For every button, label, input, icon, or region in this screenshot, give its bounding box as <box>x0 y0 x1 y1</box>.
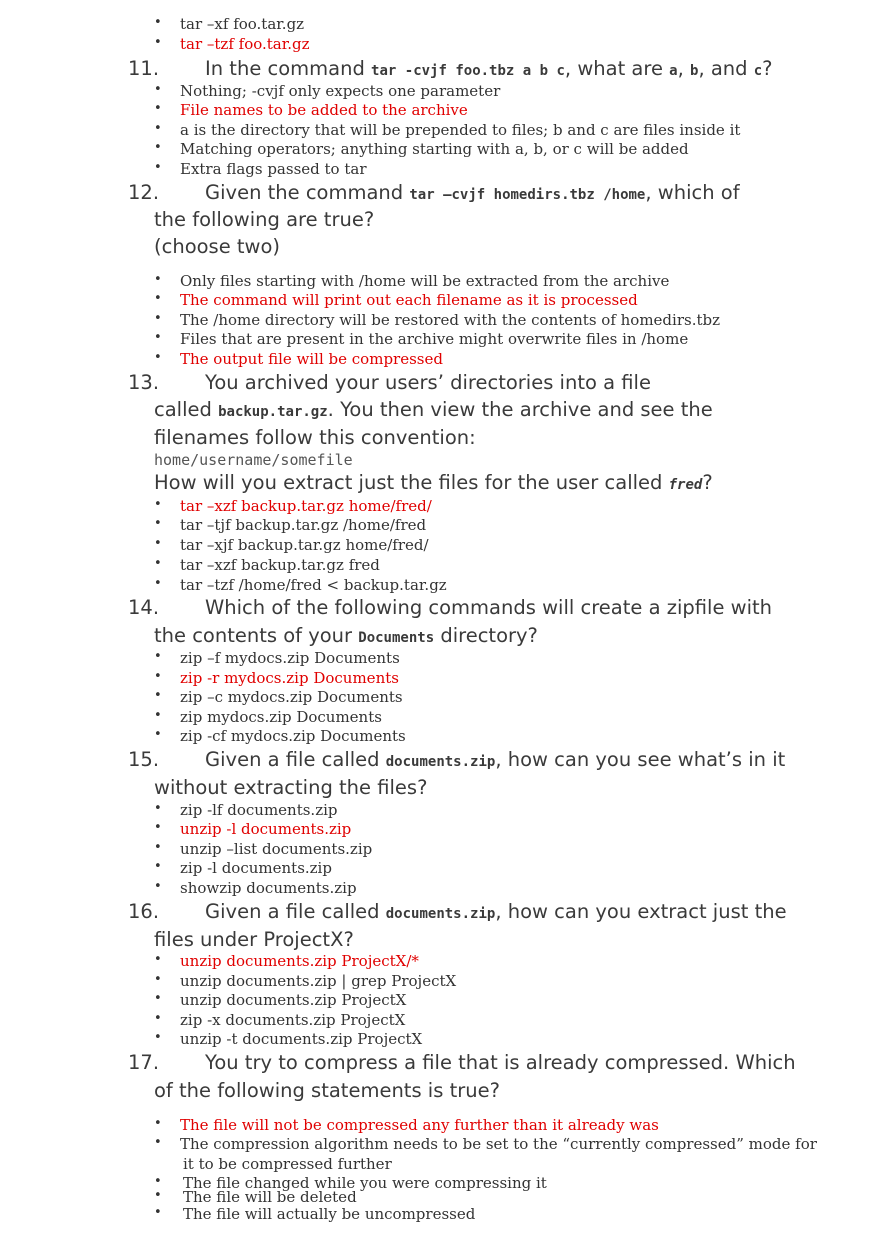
quiz-page: tar –xf foo.tar.gz tar –tzf foo.tar.gz 11. In the command tar -cvjf foo.tbz a b c, what are a, b, and c? Nothing; -cvjf only expects one parameter File names to be added to the archive a is the directory that will be prepended to files; b and c are files inside it Matching operators; anything starting with a, b, or c will be added Extra flags passed to tar 12. Given the command tar –cvjf homedirs.tbz /home, which of the following are true? (choose two) Only files starting with /home will be extracted from the archive The command will print out each filename as it is processed The /home directory will be restored with the contents of homedirs.tbz Files that are present in the archive might overwrite files in /home The output file will be compressed 13. You archived your users’ directories into a file called backup.tar.gz. You then view the archive and see the filenames follow this convention: How will you extract just the files for the user called fred? home/username/somefile tar –xzf backup.tar.gz home/fred/ tar –tjf backup.tar.gz /home/fred tar –xjf backup.tar.gz home/fred/ tar –xzf backup.tar.gz fred tar –tzf /home/fred < backup.tar.gz 14. Which of the following commands will create a zipfile with the contents of your Documents directory? zip –f mydocs.zip Documents zip -r mydocs.zip Documents zip –c mydocs.zip Documents zip mydocs.zip Documents zip -cf mydocs.zip Documents 15. Given a file called documents.zip, how can you see what’s in it without extracting the files? zip -lf documents.zip unzip -l documents.zip unzip –list documents.zip zip -l documents.zip showzip documents.zip 16. Given a file called documents.zip, how can you extract just the files under ProjectX? unzip documents.zip ProjectX/* unzip documents.zip | grep ProjectX unzip documents.zip ProjectX zip -x documents.zip ProjectX unzip -t documents.zip ProjectX 17. You try to compress a file that is already compressed. Which of the following statements is true? The file will not be compressed any further than it already was The compression algorithm needs to be set to the “currently compressed” mode for it to be compressed further The file changed while you were compressing it The file will be deleted The file will actually be uncompressed <box>0 0 880 1247</box>
question-text: filenames follow this convention: <box>154 426 476 449</box>
question-13 <box>128 371 828 496</box>
question-15 <box>128 748 828 804</box>
option-continuation: it to be compressed further <box>183 1155 392 1173</box>
question-text: In the command tar -cvjf foo.tbz a b c, what are a, b, and c? <box>205 57 773 80</box>
question-text: Given a file called documents.zip, how can you see what’s in it <box>205 748 786 771</box>
question-text: the contents of your Documents directory? <box>154 624 538 647</box>
question-text: You try to compress a file that is already compressed. Which <box>205 1051 796 1074</box>
question-number: 16. <box>128 900 160 923</box>
question-14 <box>128 596 828 652</box>
question-number: 14. <box>128 596 160 619</box>
question-text: of the following statements is true? <box>154 1079 500 1102</box>
question-11 <box>128 57 828 85</box>
question-text: called backup.tar.gz. You then view the archive and see the <box>154 398 713 421</box>
question-text: without extracting the files? <box>154 776 428 799</box>
question-number: 11. <box>128 57 160 80</box>
question-text: How will you extract just the files for the user called fred? <box>154 471 713 494</box>
question-text: Given a file called documents.zip, how can you extract just the <box>205 900 787 923</box>
question-number: 12. <box>128 181 160 204</box>
question-text: Which of the following commands will create a zipfile with <box>205 596 773 619</box>
question-text: You archived your users’ directories into a file <box>205 371 651 394</box>
question-17 <box>128 1051 828 1107</box>
filename-convention: home/username/somefile <box>154 451 353 469</box>
question-12 <box>128 181 828 261</box>
question-16 <box>128 900 828 956</box>
question-number: 13. <box>128 371 160 394</box>
question-number: 15. <box>128 748 160 771</box>
question-number: 17. <box>128 1051 160 1074</box>
question-text: (choose two) <box>154 235 281 258</box>
question-text: Given the command tar –cvjf homedirs.tbz /home, which of <box>205 181 740 204</box>
question-text: files under ProjectX? <box>154 928 354 951</box>
question-text: the following are true? <box>154 208 375 231</box>
